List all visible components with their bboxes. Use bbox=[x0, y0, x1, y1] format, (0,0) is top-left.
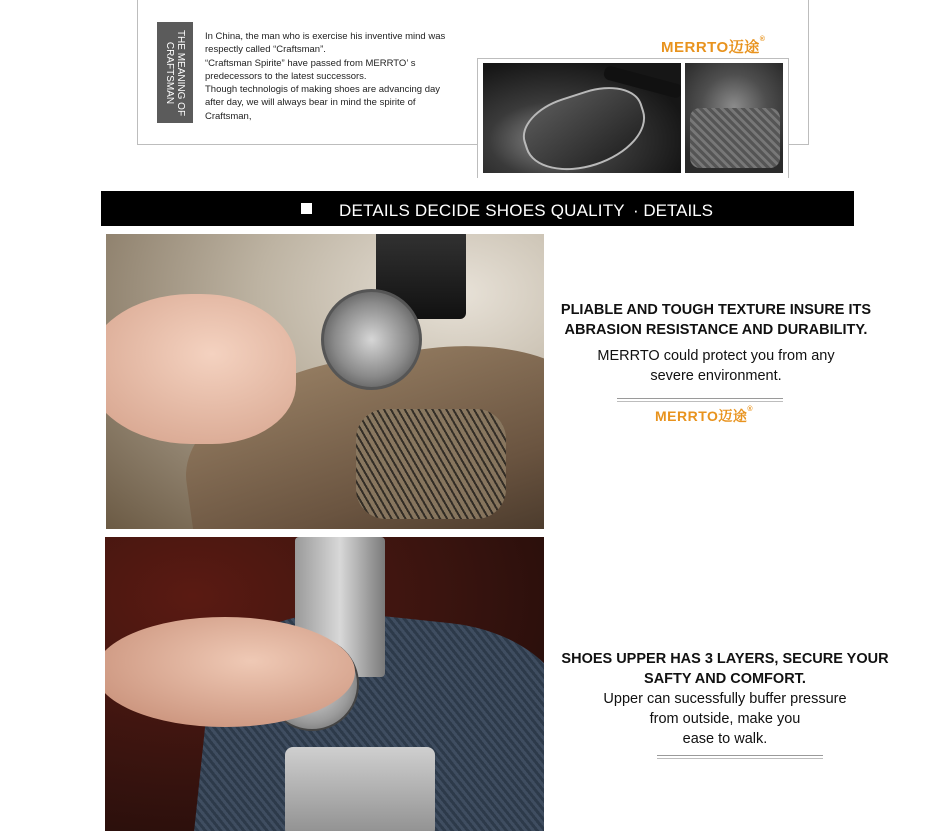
craftsman-tag-label: THE MEANING OF CRAFTSMAN bbox=[164, 29, 186, 116]
craftsman-line: In China, the man who is exercise his inventive mind was bbox=[205, 31, 446, 42]
craftsman-line: predecessors to the latest successors. bbox=[205, 70, 367, 82]
feature-body: Upper can sucessfully buffer pressure bbox=[603, 691, 847, 707]
craftsman-description bbox=[205, 30, 465, 123]
banner-title: DETAILS DECIDE SHOES QUALITY bbox=[339, 201, 625, 220]
details-banner bbox=[101, 191, 854, 226]
brand-logo-mid bbox=[655, 406, 753, 426]
craftsman-line: Craftsman, bbox=[205, 110, 252, 122]
feature-heading: SAFTY AND COMFORT. bbox=[644, 671, 806, 687]
craftsman-line: after day, we will always bear in mind the spirite of bbox=[205, 97, 416, 109]
craft-photo-shoe-tool bbox=[483, 63, 681, 173]
craftsman-line: “Craftsman Spirite” have passed from MERRTO’ s bbox=[205, 57, 416, 69]
feature-body: severe environment. bbox=[650, 368, 782, 384]
feature-text-2 bbox=[560, 649, 890, 749]
brand-cn: 迈途 bbox=[718, 409, 748, 425]
feature-heading: PLIABLE AND TOUGH TEXTURE INSURE ITS bbox=[560, 302, 872, 318]
feature-text-1 bbox=[556, 300, 876, 386]
divider bbox=[617, 398, 783, 402]
craft-photo-mesh bbox=[685, 63, 783, 173]
divider bbox=[657, 755, 823, 759]
brand-name: MERRTO bbox=[661, 39, 729, 56]
craftsman-line: respectly called “Craftsman”. bbox=[205, 44, 326, 56]
feature-body: MERRTO could protect you from any bbox=[597, 348, 835, 364]
feature-heading: SHOES UPPER HAS 3 LAYERS, SECURE YOUR bbox=[561, 651, 889, 667]
feature-heading: ABRASION RESISTANCE AND DURABILITY. bbox=[564, 322, 868, 338]
brand-cn: 迈途 bbox=[728, 38, 760, 56]
brand-name: MERRTO bbox=[655, 408, 719, 424]
feature-photo-upper-sewing bbox=[105, 537, 544, 831]
feature-body: from outside, make you bbox=[649, 711, 801, 727]
craftsman-tag bbox=[157, 22, 193, 123]
brand-reg: ® bbox=[747, 406, 754, 413]
craftsman-line: Though technologis of making shoes are advancing day bbox=[205, 84, 441, 96]
feature-body: ease to walk. bbox=[682, 731, 768, 747]
feature-photo-stitching bbox=[106, 234, 544, 529]
brand-logo-top bbox=[661, 36, 765, 57]
square-bullet-icon bbox=[301, 203, 312, 214]
banner-subtitle: · DETAILS bbox=[633, 201, 713, 220]
brand-reg: ® bbox=[759, 36, 766, 43]
